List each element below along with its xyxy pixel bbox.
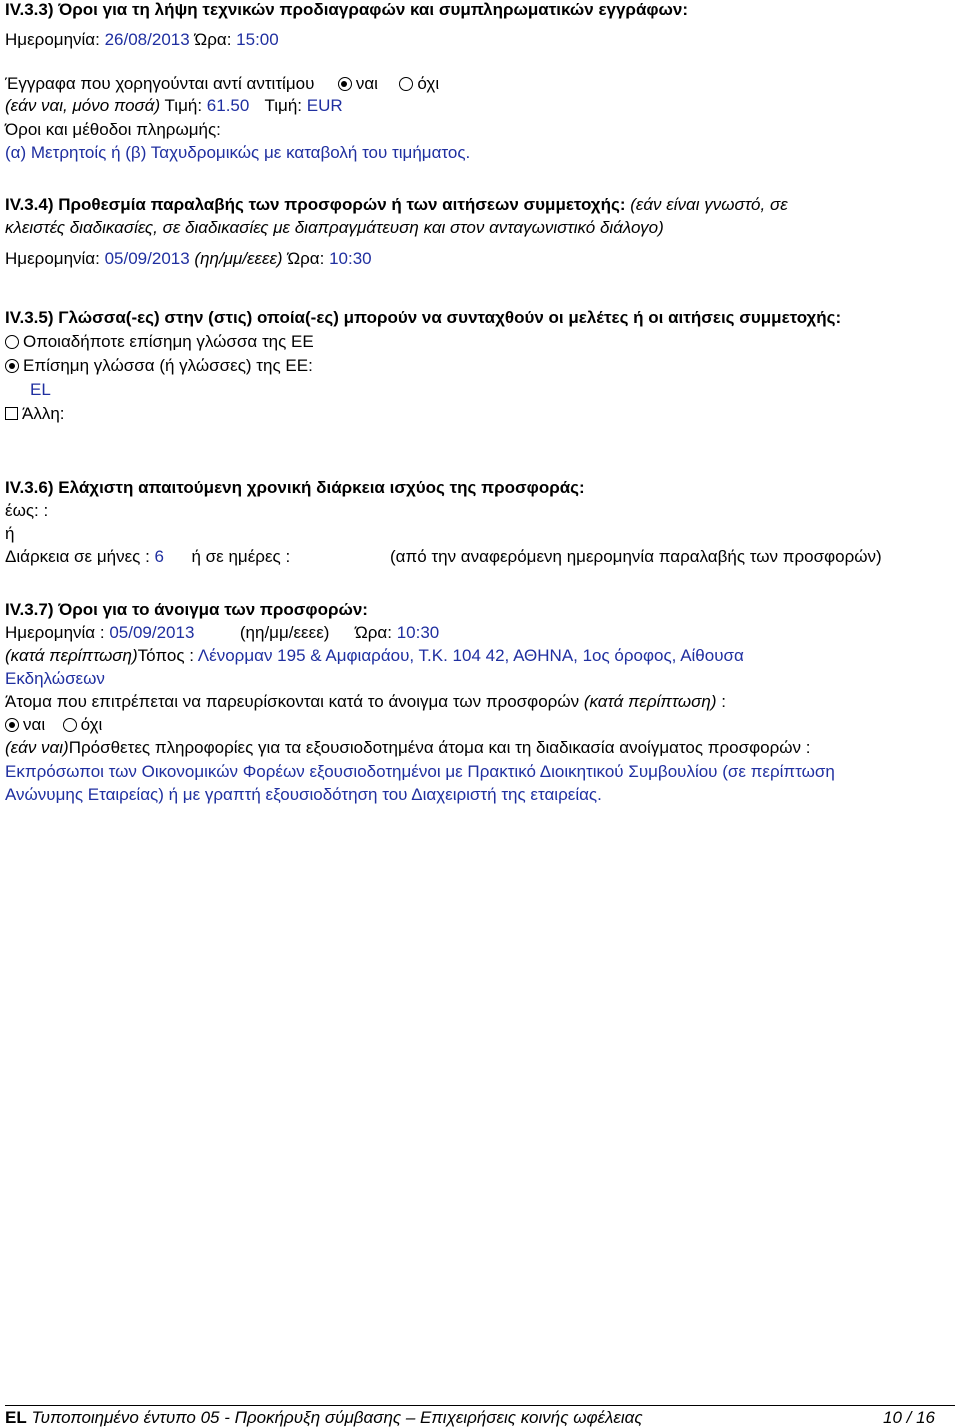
paid-docs-label: Έγγραφα που χορηγούνται αντί αντιτίμου [5, 74, 315, 93]
footer-divider [5, 1405, 955, 1406]
other-language-checkbox[interactable] [5, 407, 18, 420]
section-heading-iv-3-7: IV.3.7) Όροι για το άνοιγμα των προσφορών: [5, 600, 368, 619]
info-value: Εκπρόσωποι των Οικονομικών Φορέων εξουσιοδοτημένοι με Πρακτικό Διοικητικού Συμβουλίου (σε περίπτωση [5, 762, 835, 781]
months-value: 6 [154, 547, 165, 566]
official-language-radio-selected[interactable] [5, 359, 19, 373]
payment-value: (α) Μετρητοίς ή (β) Ταχυδρομικώς με καταβολή του τιμήματος. [5, 143, 471, 162]
info-note: (εάν ναι) [5, 738, 69, 757]
date-label: Ημερομηνία : [5, 623, 105, 642]
official-language-label: Επίσημη γλώσσα (ή γλώσσες) της ΕΕ: [23, 356, 313, 375]
section-heading-iv-3-6: IV.3.6) Ελάχιστη απαιτούμενη χρονική διάρκεια ισχύος της προσφοράς: [5, 478, 585, 497]
footer-language: EL [5, 1408, 27, 1427]
info-value-continued: Ανώνυμης Εταιρείας) ή με γραπτή εξουσιοδότηση του Διαχειριστή της εταιρείας. [5, 785, 602, 804]
language-option-official [5, 356, 313, 376]
currency-label: Τιμή: [264, 96, 303, 115]
place-value: Λένορμαν 195 & Αμφιαράου, Τ.Κ. 104 42, ΑΘΗΝΑ, 1ος όροφος, Αίθουσα [197, 646, 744, 665]
date-label: Ημερομηνία: [5, 249, 100, 268]
time-value: 10:30 [396, 623, 440, 642]
validity-from-note: (από την αναφερόμενη ημερομηνία παραλαβής των προσφορών) [390, 547, 882, 566]
other-language-label: Άλλη: [22, 404, 65, 423]
any-language-radio[interactable] [5, 335, 19, 349]
time-value: 10:30 [329, 249, 372, 268]
date-value: 05/09/2013 [109, 623, 195, 642]
persons-row [5, 692, 726, 712]
paid-docs-row [5, 74, 439, 94]
payment-label: Όροι και μέθοδοι πληρωμής: [5, 120, 221, 139]
persons-radio-row [5, 715, 102, 735]
section-heading-iv-3-3: IV.3.3) Όροι για τη λήψη τεχνικών προδιαγραφών και συμπληρωματικών εγγράφων: [5, 0, 689, 19]
yes-radio-selected[interactable] [5, 718, 19, 732]
time-label: Ώρα: [287, 249, 325, 268]
opening-date-row [5, 623, 439, 643]
place-note: (κατά περίπτωση) [5, 646, 138, 665]
validity-until: έως: : [5, 501, 49, 520]
currency-value: EUR [306, 96, 343, 115]
deadline-note: (εάν είναι γνωστό, σε [630, 195, 788, 214]
page-number: 10 / 16 [883, 1408, 935, 1427]
section-heading-iv-3-4: IV.3.4) Προθεσμία παραλαβής των προσφορών ή των αιτήσεων συμμετοχής: [5, 195, 626, 214]
info-label: Πρόσθετες πληροφορίες για τα εξουσιοδοτημένα άτομα και τη διαδικασία ανοίγματος προσφορών : [68, 738, 811, 757]
persons-note: (κατά περίπτωση) [583, 692, 717, 711]
no-radio[interactable] [63, 718, 77, 732]
footer-title: Τυποποιημένο έντυπο 05 - Προκήρυξη σύμβασης – Επιχειρήσεις κοινής ωφέλειας [31, 1408, 643, 1427]
yes-label: ναι [23, 715, 46, 734]
info-row [5, 738, 811, 758]
place-value-continued: Εκδηλώσεων [5, 669, 105, 688]
validity-duration-row [5, 547, 290, 567]
page-footer [5, 1408, 935, 1428]
yes-label: ναι [355, 74, 378, 93]
language-option-other [5, 404, 65, 424]
section-heading-iv-3-5: IV.3.5) Γλώσσα(-ες) στην (στις) οποία(-ες) μπορούν να συνταχθούν οι μελέτες ή οι αιτήσεις συμμετοχής: [5, 308, 842, 327]
language-value: EL [30, 380, 51, 399]
date-value: 26/08/2013 [104, 30, 190, 49]
no-radio[interactable] [399, 77, 413, 91]
place-label: Τόπος : [137, 646, 194, 665]
persons-label: Άτομα που επιτρέπεται να παρευρίσκονται κατά το άνοιγμα των προσφορών [5, 692, 580, 711]
deadline-date-row [5, 249, 372, 269]
persons-colon: : [721, 692, 726, 711]
date-label: Ημερομηνία: [5, 30, 100, 49]
opening-place-row [5, 646, 744, 666]
price-label: Τιμή: [164, 96, 203, 115]
yes-radio-selected[interactable] [338, 77, 352, 91]
time-value: 15:00 [236, 30, 279, 49]
doc-date-row [5, 30, 279, 50]
no-label: όχι [417, 74, 440, 93]
section-heading-row-iv-3-4 [5, 195, 788, 215]
days-label: ή σε ημέρες : [191, 547, 291, 566]
time-label: Ώρα: [194, 30, 232, 49]
language-option-any [5, 332, 314, 352]
months-label: Διάρκεια σε μήνες : [5, 547, 150, 566]
price-row [5, 96, 343, 116]
no-label: όχι [80, 715, 103, 734]
date-value: 05/09/2013 [104, 249, 190, 268]
validity-or: ή [5, 524, 15, 543]
date-format: (ηη/μμ/εεεε) [239, 623, 330, 642]
deadline-note-continued: κλειστές διαδικασίες, σε διαδικασίες με διαπραγμάτευση και στον ανταγωνιστικό διάλογο) [5, 218, 664, 237]
price-note: (εάν ναι, μόνο ποσά) [5, 96, 161, 115]
price-value: 61.50 [206, 96, 250, 115]
any-language-label: Οποιαδήποτε επίσημη γλώσσα της ΕΕ [23, 332, 314, 351]
date-format: (ηη/μμ/εεεε) [194, 249, 283, 268]
time-label: Ώρα: [354, 623, 392, 642]
